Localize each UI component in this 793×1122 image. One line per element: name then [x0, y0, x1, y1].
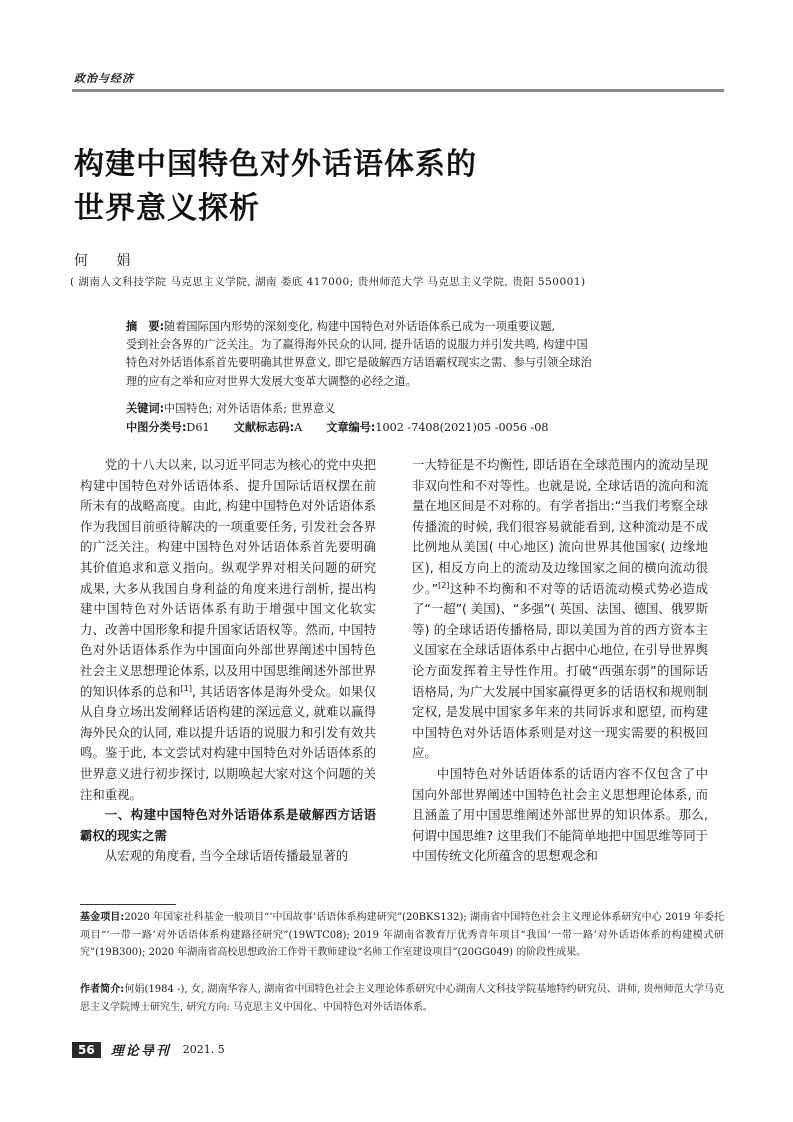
classification-line: [126, 419, 549, 435]
article-id-label: 文章编号:: [326, 421, 376, 434]
abstract-line-1: [126, 318, 686, 336]
abstract-line-3: 特色对外话语体系首先要明确其世界意义, 即它是破解西方话语霸权现实之需、参与引领全球治: [126, 356, 592, 370]
article-id-value: 1002 -7408(2021)05 -0056 -08: [375, 421, 549, 434]
author-affiliation: ( 湖南人文科技学院 马克思主义学院, 湖南 娄底 417000; 贵州师范大学 马克思主义学院, 贵阳 550001): [70, 276, 586, 288]
body-paragraph: 党的十八大以来, 以习近平同志为核心的党中央把构建中国特色对外话语体系、提升国际话语权摆在前所未有的战略高度。由此, 构建中国特色对外话语体系作为我国目前亟待解决的一项重要任务, 引发社会各界的广泛关注。构建中国特色对外话语体系首先要明确其价值追求和意义指向。纵观学界对相关问题的研究成果, 大多从我国自身利益的角度来进行剖析, 提出构建中国特色对外话语体系有助于增强中国文化软实力、改善中国形象和提升国家话语权等。然而, 中国特色对外话语体系作为中国面向外部世界阐述中国特色社会主义思想理论体系, 以及用中国思维阐述外部世界的知识体系的总和[1], 其话语客体是海外受众。如果仅从自身立场出发阐释话语构建的深远意义, 就难以赢得海外民众的认同, 难以提升话语的说服力和引发有效共鸣。鉴于此, 本文尝试对构建中国特色对外话语体系的世界意义进行初步探讨, 以期唤起大家对这个问题的关注和重视。: [80, 457, 377, 802]
doc-code-value: A: [294, 421, 303, 434]
funding-label: 基金项目:: [80, 912, 125, 923]
author-info-label: 作者简介:: [80, 984, 125, 995]
title-line-1: 构建中国特色对外话语体系的: [74, 147, 477, 182]
body-paragraph: 中国特色对外话语体系的话语内容不仅包含了中国向外部世界阐述中国特色社会主义思想理论体系, 而且涵盖了用中国思维阐述外部世界的知识体系。那么, 何谓中国思维? 这里我们不能简单地把中国思维等同于中国传统文化所蕴含的思想观念和: [412, 765, 708, 864]
title-line-2: 世界意义探析: [74, 191, 260, 226]
author-name: 何 娟: [74, 253, 143, 269]
abstract-label: 摘 要:: [126, 320, 165, 333]
journal-name: 理论导刊: [110, 1044, 171, 1059]
reference-marker: [1]: [180, 683, 192, 693]
footnote-rule: [80, 904, 176, 905]
footnote-author: [80, 981, 724, 1016]
body-column-left: [80, 455, 376, 867]
clc-label: 中图分类号:: [126, 421, 187, 434]
doc-code-label: 文献标志码:: [233, 421, 295, 434]
clc-value: D61: [186, 421, 210, 434]
abstract: [126, 318, 686, 391]
author-info-text: 何娟(1984 -), 女, 湖南华容人, 湖南省中国特色社会主义理论体系研究中心湖南人文科技学院基地特约研究员、讲师, 贵州师范大学马克思主义学院博士研究生, 研究方向: 马克思主义中国化、中国特色对外话语体系。: [80, 984, 724, 1013]
reference-marker: [2]: [438, 580, 450, 590]
body-paragraph: 一大特征是不均衡性, 即话语在全球范围内的流动呈现非双向性和不对等性。也就是说, 全球话语的流向和流量在地区间是不对称的。有学者指出:“当我们考察全球传播流的时候, 我们很容易就能看到, 这种流动是不成比例地从美国( 中心地区) 流向世界其他国家( 边缘地区), 相反方向上的流动及边缘国家之间的横向流动很少。”[2]这种不均衡和不对等的话语流动模式势必造成了“一超”( 美国)、“多强”( 英国、法国、德国、俄罗斯等) 的全球话语传播格局, 即以美国为首的西方资本主义国家在全球话语体系中占据中心地位, 在引导世界舆论方面发挥着主导性作用。打破“西强东弱”的国际话语格局, 为广大发展中国家赢得更多的话语权和规则制定权, 是发展中国家多年来的共同诉求和愿望, 而构建中国特色对外话语体系则是对这一现实需要的积极回应。: [412, 457, 708, 761]
abstract-line-4: 理的应有之举和应对世界大发展大变革大调整的必经之道。: [126, 374, 417, 388]
page-number: 56: [72, 1042, 101, 1058]
header-rule: [72, 89, 724, 92]
article-title: [74, 143, 714, 231]
abstract-line-2: 受到社会各界的广泛关注。为了赢得海外民众的认同, 提升话语的说服力并引发共鸣, 构建中国: [126, 338, 588, 352]
keywords: [126, 400, 335, 416]
section-heading: 一、构建中国特色对外话语体系是破解西方话语霸权的现实之需: [80, 807, 376, 843]
body-paragraph: 从宏观的角度看, 当今全球话语传播最显著的: [104, 848, 349, 864]
journal-issue: 2021. 5: [182, 1043, 225, 1056]
keywords-label: 关键词:: [126, 402, 165, 415]
keywords-value: 中国特色; 对外话语体系; 世界意义: [164, 402, 336, 415]
footnote-funding: [80, 909, 724, 962]
abstract-text-1: 随着国际国内形势的深刻变化, 构建中国特色对外话语体系已成为一项重要议题,: [164, 320, 556, 333]
funding-text: 2020 年国家社科基金一般项目“‘中国故事’话语体系构建研究”(20BKS132); 湖南省中国特色社会主义理论体系研究中心 2019 年委托项目“‘一带一路’对外话语体系构建路径研究”(19WTC08); 2019 年湖南省教育厅优秀青年项目“我国‘一带一路’对外话语体系的构建模式研究”(19B300); 2020 年湖南省高校思想政治工作骨干教师建设“名师工作室建设项目”(20GG049) 的阶段性成果。: [80, 912, 724, 958]
section-label: 政治与经济: [74, 72, 134, 85]
page-footer: [72, 1040, 225, 1059]
body-column-right: [412, 455, 708, 867]
